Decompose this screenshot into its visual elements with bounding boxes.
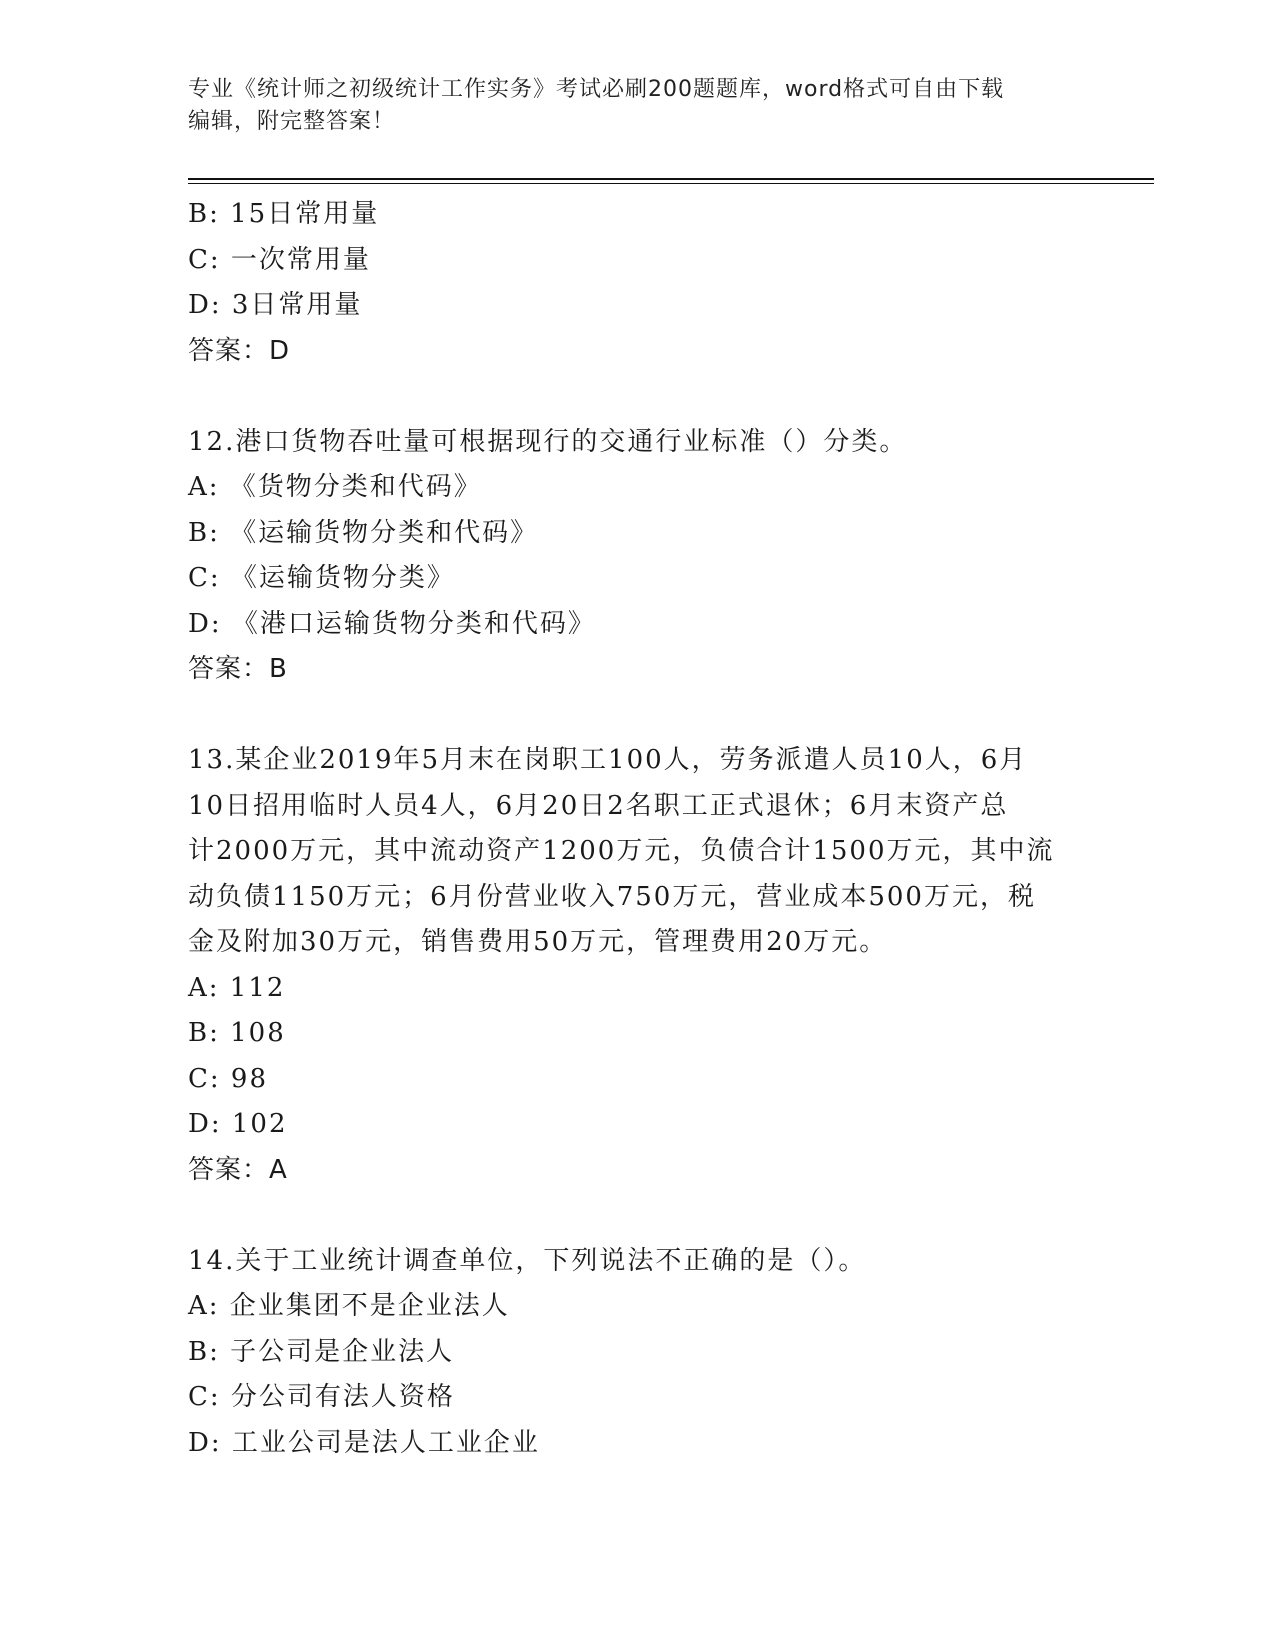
option-c: C: 《运输货物分类》	[188, 563, 455, 593]
question-11	[188, 192, 1088, 374]
question-12	[188, 420, 1088, 693]
option-b: B: 15日常用量	[188, 199, 380, 229]
question-14	[188, 1239, 1088, 1467]
question-stem: 14.关于工业统计调查单位，下列说法不正确的是（）。	[188, 1245, 867, 1276]
spacer	[188, 374, 1088, 420]
answer-text: 答案：B	[188, 654, 288, 684]
question-stem-line-5: 金及附加30万元，销售费用50万元，管理费用20万元。	[188, 927, 888, 957]
option-c: C: 一次常用量	[188, 244, 371, 275]
header-line-2: 编辑，附完整答案！	[188, 109, 396, 134]
answer-text: 答案：D	[188, 335, 291, 366]
answer-text: 答案：A	[188, 1154, 288, 1185]
question-stem: 12.港口货物吞吐量可根据现行的交通行业标准（）分类。	[188, 426, 908, 457]
question-list	[188, 192, 1088, 1466]
document-header	[188, 74, 1088, 138]
spacer	[188, 1193, 1088, 1239]
question-13	[188, 738, 1088, 1193]
question-stem-line-2: 10日招用临时人员4人，6月20日2名职工正式退休；6月末资产总	[188, 790, 1009, 821]
option-b: B: 子公司是企业法人	[188, 1336, 455, 1367]
question-stem-line-1: 13.某企业2019年5月末在岗职工100人，劳务派遣人员10人，6月	[188, 745, 1028, 775]
option-b: B: 《运输货物分类和代码》	[188, 517, 539, 548]
option-d: D: 3日常用量	[188, 290, 363, 320]
spacer	[188, 693, 1088, 739]
header-line-1: 专业《统计师之初级统计工作实务》考试必刷200题题库，word格式可自由下载	[188, 77, 1005, 102]
option-d: D: 《港口运输货物分类和代码》	[188, 608, 596, 639]
option-c: C: 分公司有法人资格	[188, 1382, 455, 1412]
option-d: D: 工业公司是法人工业企业	[188, 1427, 540, 1458]
option-c: C: 98	[188, 1063, 269, 1094]
option-a: A: 企业集团不是企业法人	[188, 1291, 510, 1321]
option-a: A: 《货物分类和代码》	[188, 472, 482, 502]
option-d: D: 102	[188, 1109, 288, 1139]
header-divider-thick	[188, 178, 1154, 180]
question-stem-line-4: 动负债1150万元；6月份营业收入750万元，营业成本500万元，税	[188, 881, 1036, 912]
option-b: B: 108	[188, 1018, 286, 1048]
option-a: A: 112	[188, 972, 286, 1003]
header-divider-thin	[188, 183, 1154, 184]
question-stem-line-3: 计2000万元，其中流动资产1200万元，负债合计1500万元，其中流	[188, 836, 1055, 866]
